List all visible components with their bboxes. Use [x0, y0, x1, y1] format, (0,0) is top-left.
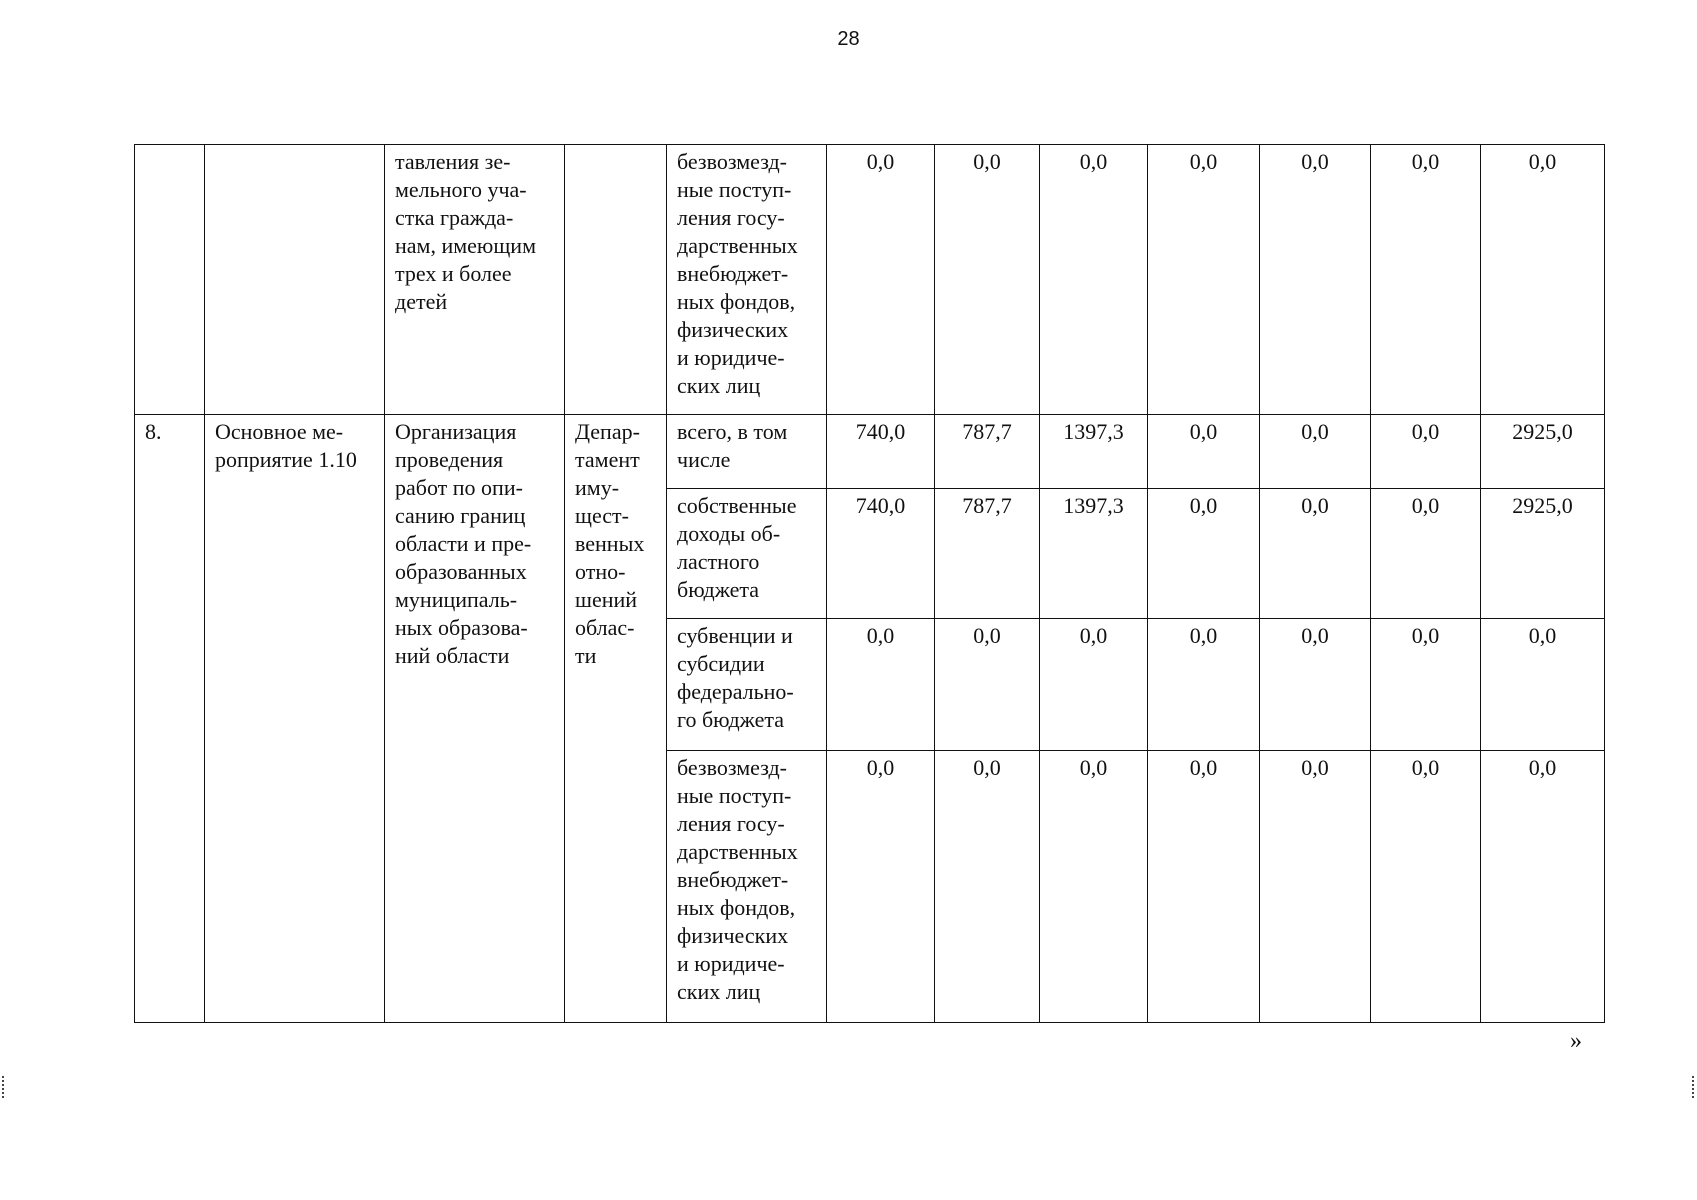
value-cell: 0,0 — [1148, 415, 1260, 489]
value-total-cell: 0,0 — [1481, 145, 1605, 415]
value-cell: 1397,3 — [1040, 415, 1148, 489]
executor-cell: Депар- тамент иму- щест- венных отно- шений облас- ти — [565, 415, 667, 1023]
value-cell: 0,0 — [827, 619, 935, 751]
value-cell: 0,0 — [1148, 145, 1260, 415]
activity-cell: Основное ме- роприятие 1.10 — [205, 415, 385, 1023]
executor-cell — [565, 145, 667, 415]
continuation-mark: » — [1570, 1028, 1582, 1054]
table-row — [135, 145, 1605, 415]
value-cell: 0,0 — [935, 145, 1040, 415]
value-cell: 0,0 — [1371, 751, 1481, 1023]
page-number: 28 — [837, 28, 860, 50]
funding-source-cell: безвозмезд- ные поступ- ления госу- дарственных внебюджет- ных фондов, физических и юридиче- ских лиц — [667, 145, 827, 415]
value-cell: 0,0 — [1260, 751, 1371, 1023]
funding-source-cell: субвенции и субсидии федерально- го бюджета — [667, 619, 827, 751]
value-cell: 0,0 — [827, 145, 935, 415]
row-number-cell — [135, 145, 205, 415]
value-cell: 0,0 — [935, 751, 1040, 1023]
value-cell: 0,0 — [1040, 751, 1148, 1023]
value-cell: 787,7 — [935, 415, 1040, 489]
value-cell: 0,0 — [1040, 145, 1148, 415]
value-cell: 0,0 — [1371, 619, 1481, 751]
table-row — [135, 415, 1605, 489]
value-cell: 787,7 — [935, 489, 1040, 619]
value-cell: 0,0 — [1148, 751, 1260, 1023]
value-cell: 0,0 — [1371, 415, 1481, 489]
value-cell: 0,0 — [1371, 145, 1481, 415]
scan-margin-mark — [1692, 1076, 1695, 1098]
value-total-cell: 0,0 — [1481, 619, 1605, 751]
funding-source-cell: собственные доходы об- ластного бюджета — [667, 489, 827, 619]
value-cell: 740,0 — [827, 489, 935, 619]
activity-name-cell: тавления зе- мельного уча- стка гражда- нам, имеющим трех и более детей — [385, 145, 565, 415]
row-number-cell: 8. — [135, 415, 205, 1023]
value-cell: 0,0 — [1260, 145, 1371, 415]
activity-name-cell: Организация проведения работ по опи- санию границ области и пре- образованных муниципаль- ных образова- ний области — [385, 415, 565, 1023]
funding-source-cell: безвозмезд- ные поступ- ления госу- дарственных внебюджет- ных фондов, физических и юридиче- ских лиц — [667, 751, 827, 1023]
value-cell: 0,0 — [827, 751, 935, 1023]
value-cell: 0,0 — [1040, 619, 1148, 751]
funding-source-cell: всего, в том числе — [667, 415, 827, 489]
value-cell: 1397,3 — [1040, 489, 1148, 619]
value-cell: 0,0 — [1260, 489, 1371, 619]
value-total-cell: 2925,0 — [1481, 489, 1605, 619]
value-total-cell: 0,0 — [1481, 751, 1605, 1023]
value-cell: 0,0 — [1260, 619, 1371, 751]
value-cell: 0,0 — [935, 619, 1040, 751]
scan-margin-mark — [2, 1076, 5, 1098]
activity-cell — [205, 145, 385, 415]
value-cell: 0,0 — [1371, 489, 1481, 619]
value-cell: 0,0 — [1260, 415, 1371, 489]
value-cell: 740,0 — [827, 415, 935, 489]
value-cell: 0,0 — [1148, 489, 1260, 619]
value-cell: 0,0 — [1148, 619, 1260, 751]
value-total-cell: 2925,0 — [1481, 415, 1605, 489]
funding-table — [134, 144, 1605, 1023]
